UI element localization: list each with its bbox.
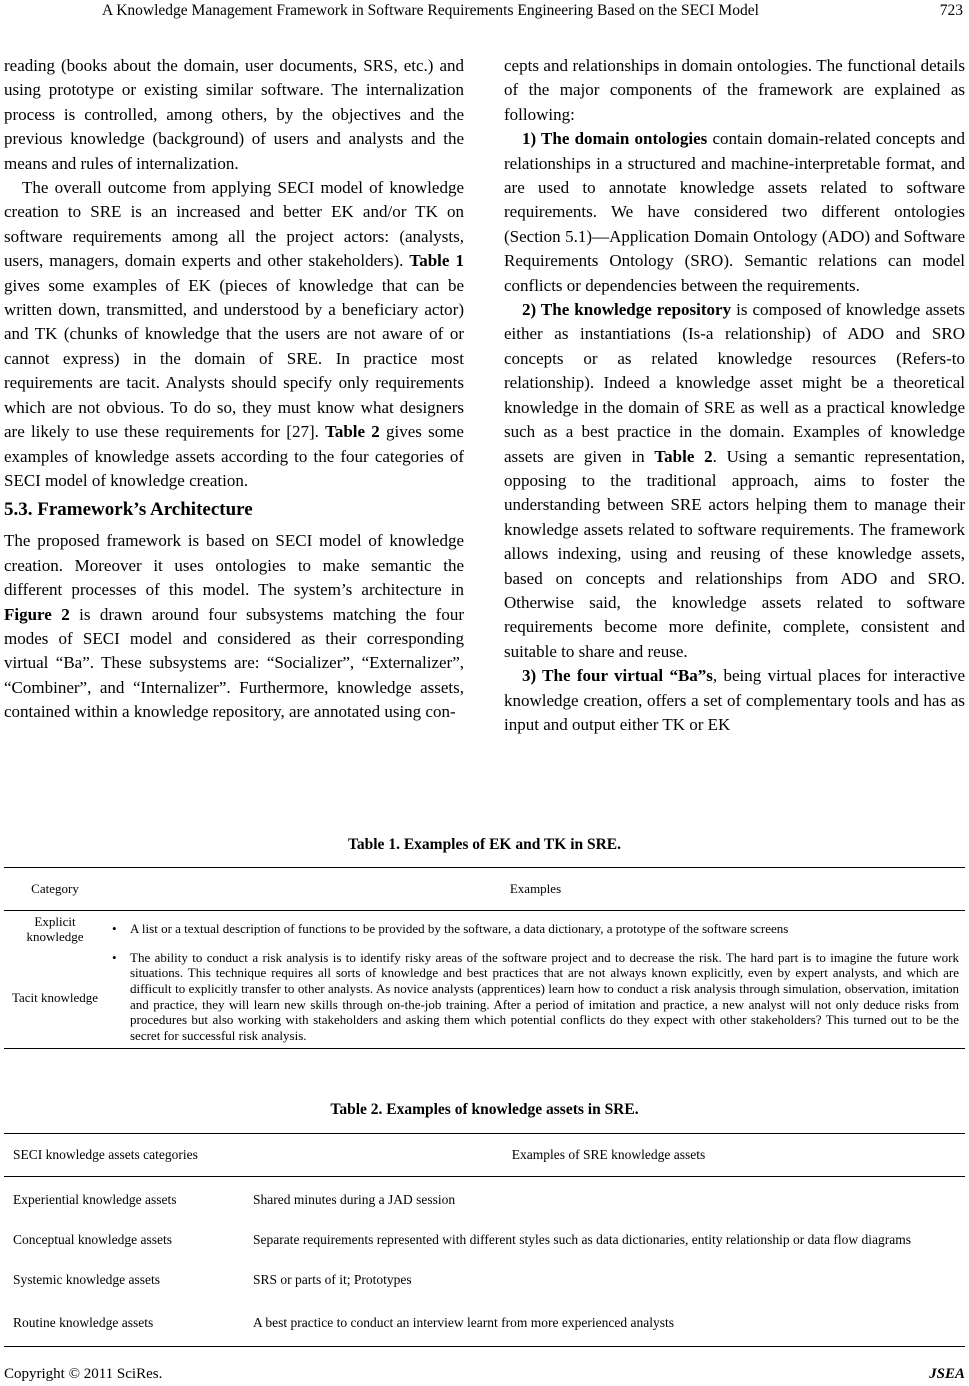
paragraph: cepts and relationships in domain ontologies. The functional details of the major components of the framework are explained as following:: [504, 56, 965, 124]
table-reference: Table 2: [654, 446, 713, 466]
paragraph: The overall outcome from applying SECI model of knowledge creation to SRE is an increased and better EK and/or TK on software requirements among all the project actors: (analysts, users, managers, domain experts and other stakeholders). Table 1 gives some examples of EK (pieces of knowledge that can be written down, transmitted, and understood by a beneficiary actor) and TK (chunks of knowledge that the users are not aware of or cannot express) in the domain of SRE. In practice most requirements are tacit. Analysts should specify only requirements which are not obvious. To do so, they must know what designers are likely to use these requirements for [27]. Table 2 gives some examples of knowledge assets according to the four categories of SECI model of knowledge creation.: [4, 178, 464, 490]
table-cell: Routine knowledge assets: [4, 1300, 252, 1347]
table-row: [4, 1177, 965, 1221]
table-header-cell: Examples of SRE knowledge assets: [252, 1134, 965, 1177]
table-cell: SRS or parts of it; Prototypes: [253, 1272, 412, 1288]
table-cell: • A list or a textual description of functions to be provided by the software, a data dictionary, a prototype of the software screens: [112, 921, 789, 937]
running-title: A Knowledge Management Framework in Software Requirements Engineering Based on the SECI Model: [102, 2, 759, 19]
table-row: [4, 1220, 965, 1260]
table-cell: A best practice to conduct an interview learnt from more experienced analysts: [252, 1300, 965, 1347]
table-cell: Shared minutes during a JAD session: [253, 1192, 456, 1208]
table2-caption: Table 2. Examples of knowledge assets in SRE.: [330, 1101, 639, 1118]
table2: [4, 1133, 965, 1347]
component-heading: 3) The four virtual “Ba”s: [522, 666, 713, 686]
bullet-icon: •: [112, 949, 117, 965]
table1-caption: Table 1. Examples of EK and TK in SRE.: [347, 836, 622, 853]
table-cell: Systemic knowledge assets: [13, 1272, 160, 1288]
table-cell: Explicit knowledge: [26, 913, 84, 945]
table-row: [4, 911, 965, 948]
table-reference: Table 1: [409, 251, 464, 271]
copyright-notice: Copyright © 2011 SciRes.: [4, 1366, 163, 1382]
paragraph: The proposed framework is based on SECI model of knowledge creation. Moreover it uses ontologies to make semantic the different processes of this model. The system’s architecture in Figure 2 is drawn around four subsystems matching the four modes of SECI model and considered as their corresponding virtual “Ba”. These subsystems are: “Socializer”, “Externalizer”, “Combiner”, and “Internalizer”. Furthermore, knowledge assets, contained within a knowledge repository, are annotated using con-: [4, 531, 464, 722]
paragraph: 1) The domain ontologies contain domain-related concepts and relationships in a structured and machine-interpretable format, and are used to annotate knowledge assets related to software requirements. We have considered two different ontologies (Section 5.1)—Application Domain Ontology (ADO) and Software Requirements Ontology (SRO). Semantic relations can model conflicts or dependencies between the requirements.: [504, 129, 965, 295]
paragraph: 2) The knowledge repository is composed of knowledge assets either as instantiations (Is-a relationship) of ADO and SRO concepts or as related knowledge resources (Refers-to relationship). Indeed a knowledge asset might be a theoretical knowledge in the domain of SRE as well as a practical knowledge such as a best practice in the domain. Examples of knowledge assets are given in Table 2. Using a semantic representation, opposing to the traditional approach, aims to foster the understanding between SRE actors helping them to manage their knowledge assets related to software requirements. The framework allows indexing, using and reusing of these knowledge assets, based on concepts and relationships from ADO and SRO. Otherwise said, the knowledge assets related to software requirements become more definite, complete, consistent and suitable to share and reuse.: [504, 300, 965, 661]
table-row: [4, 948, 965, 1049]
figure-reference: Figure 2: [4, 604, 70, 624]
table-cell: Experiential knowledge assets: [13, 1192, 177, 1208]
page-header: [0, 0, 969, 22]
table-cell: Conceptual knowledge assets: [13, 1232, 172, 1248]
component-heading: 1) The domain ontologies: [522, 129, 708, 149]
table1: [4, 867, 965, 1049]
section-heading: 5.3. Framework’s Architecture: [4, 499, 253, 521]
component-heading: 2) The knowledge repository: [522, 300, 732, 320]
paragraph: reading (books about the domain, user documents, SRS, etc.) and using prototype or existing similar software. The internalization process is controlled, among others, by the objectives and the previous knowledge (background) of users and analysts and the means and rules of internalization.: [4, 56, 464, 173]
page-number: 723: [939, 2, 963, 19]
journal-abbreviation: JSEA: [929, 1366, 965, 1382]
left-column: [4, 54, 464, 725]
bullet-icon: •: [112, 921, 117, 937]
table-cell: Separate requirements represented with different styles such as data dictionaries, entity relationship or data flow diagrams: [253, 1232, 912, 1248]
table-header-cell: Examples: [106, 868, 965, 911]
table-cell: • The ability to conduct a risk analysis is to identify risky areas of the software project and to decrease the risk. The hard part is to imagine the future work situations. This technique requires all sorts of knowledge and best practices that are not always known explicitly, even by expert analysts, and which are difficult to explicitly transfer to other analysts. As novice analysts (apprentices) learn how to conduct a risk analysis through simulation, observation, imitation and practice, they will learn new skills through on-the-job training. After a period of imitation and practice, a new analyst will not only deduce risks from procedures but also working with stakeholders and asking them which potential conflicts do they expect with other stakeholders? This turned out to be the secret for successful risk analysis.: [106, 948, 965, 1049]
right-column: [504, 54, 965, 737]
table-row: [4, 1300, 965, 1347]
table-header-cell: Category: [4, 868, 106, 911]
table-cell: Tacit knowledge: [4, 948, 106, 1049]
paragraph: 3) The four virtual “Ba”s, being virtual places for interactive knowledge creation, offers a set of complementary tools and has as input and output either TK or EK: [504, 666, 965, 734]
table-header-cell: SECI knowledge assets categories: [4, 1134, 252, 1177]
table-reference: Table 2: [325, 422, 380, 442]
table-row: [4, 1260, 965, 1300]
